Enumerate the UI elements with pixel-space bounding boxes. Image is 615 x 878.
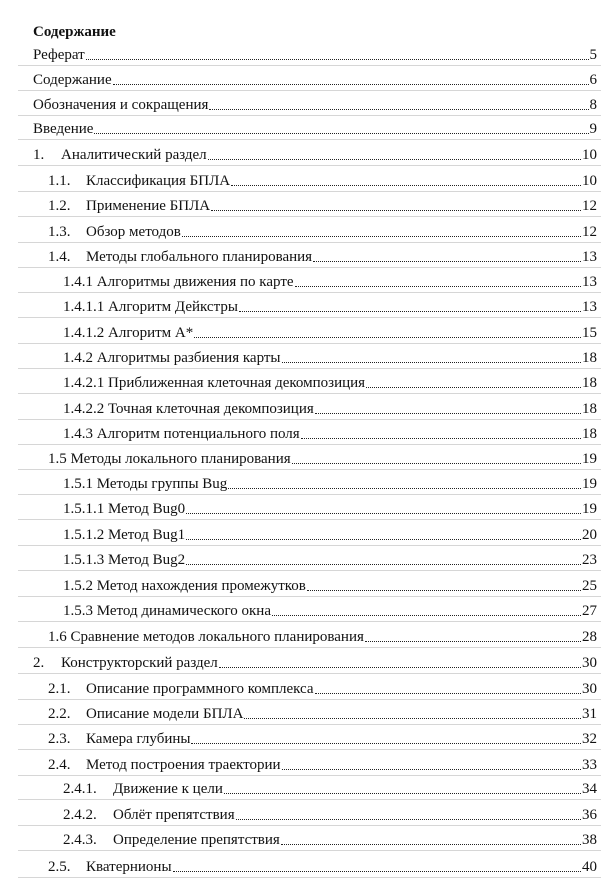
row-divider: [18, 825, 601, 826]
dot-leader: [244, 718, 581, 719]
dot-leader: [224, 793, 581, 794]
dot-leader: [113, 84, 589, 85]
dot-leader: [182, 236, 581, 237]
toc-entry-label: 1.6 Сравнение методов локального планирования: [48, 629, 364, 645]
toc-entry-label: 1.4.2.2 Точная клеточная декомпозиция: [63, 401, 314, 417]
toc-entry-number: 2.3.: [48, 731, 71, 747]
dot-leader: [301, 438, 581, 439]
toc-entry-number: 1.2.: [48, 198, 71, 214]
toc-entry-number: 2.4.1.: [63, 781, 97, 797]
dot-leader: [231, 185, 581, 186]
toc-entry-label: 1.5.1 Методы группы Bug: [63, 476, 228, 492]
toc-entry[interactable]: [0, 345, 615, 367]
toc-entry-page: 8: [589, 97, 597, 113]
row-divider: [18, 393, 601, 394]
row-divider: [18, 596, 601, 597]
toc-entry-page: 19: [582, 501, 597, 517]
toc-entry-label: 1.5 Методы локального планирования: [48, 451, 291, 467]
toc-entry-number: 1.4.: [48, 249, 71, 265]
dot-leader: [307, 590, 581, 591]
toc-entry-label: 1.4.1.2 Алгоритм А*: [63, 325, 194, 341]
toc-entry-label: 1.4.1.1 Алгоритм Дейкстры: [63, 299, 238, 315]
dot-leader: [208, 159, 581, 160]
dot-leader: [191, 743, 581, 744]
toc-entry-page: 13: [582, 249, 597, 265]
toc-entry-number: 1.: [33, 147, 45, 163]
toc-entry-label: 1.5.1.2 Метод Bug1: [63, 527, 186, 543]
toc-entry-label: Метод построения траектории: [86, 757, 281, 773]
toc-entry-label: Кватернионы: [86, 859, 172, 875]
toc-entry-page: 25: [582, 578, 597, 594]
toc-entry-page: 27: [582, 603, 597, 619]
toc-entry[interactable]: [0, 168, 615, 190]
toc-entry-page: 13: [582, 299, 597, 315]
toc-entry-page: 10: [582, 147, 597, 163]
toc-entry-label: 1.5.1.3 Метод Bug2: [63, 552, 186, 568]
dot-leader: [209, 109, 588, 110]
toc-entry-label: Применение БПЛА: [86, 198, 211, 214]
toc-entry-label: Камера глубины: [86, 731, 191, 747]
row-divider: [18, 139, 601, 140]
toc-entry-page: 12: [582, 198, 597, 214]
toc-entry-page: 18: [582, 350, 597, 366]
toc-entry-label: 1.4.1 Алгоритмы движения по карте: [63, 274, 294, 290]
toc-entry-page: 31: [582, 706, 597, 722]
dot-leader: [281, 844, 581, 845]
toc-entry[interactable]: [0, 827, 615, 849]
toc-entry-label: Обозначения и сокращения: [33, 97, 209, 113]
toc-entry-page: 19: [582, 451, 597, 467]
toc-entry[interactable]: [0, 752, 615, 774]
toc-entry[interactable]: [0, 421, 615, 443]
row-divider: [18, 850, 601, 851]
toc-entry-number: 2.5.: [48, 859, 71, 875]
toc-entry-label: Введение: [33, 121, 94, 137]
row-divider: [18, 469, 601, 470]
row-divider: [18, 621, 601, 622]
toc-entry[interactable]: [0, 320, 615, 342]
toc-entry[interactable]: [0, 396, 615, 418]
toc-entry[interactable]: [0, 294, 615, 316]
toc-entry[interactable]: [0, 522, 615, 544]
row-divider: [18, 647, 601, 648]
toc-entry-page: 6: [589, 72, 597, 88]
toc-entry[interactable]: [0, 776, 615, 798]
toc-entry-page: 23: [582, 552, 597, 568]
toc-entry-page: 32: [582, 731, 597, 747]
row-divider: [18, 216, 601, 217]
toc-entry-page: 18: [582, 375, 597, 391]
toc-entry-label: Облёт препятствия: [113, 807, 235, 823]
row-divider: [18, 799, 601, 800]
toc-entry[interactable]: [0, 446, 615, 468]
toc-entry[interactable]: [0, 471, 615, 493]
toc-entry[interactable]: [0, 42, 615, 64]
toc-entry-label: Описание модели БПЛА: [86, 706, 244, 722]
toc-entry[interactable]: [0, 624, 615, 646]
toc-entry-number: 1.3.: [48, 224, 71, 240]
row-divider: [18, 419, 601, 420]
row-divider: [18, 749, 601, 750]
dot-leader: [239, 311, 581, 312]
toc-entry[interactable]: [0, 802, 615, 824]
toc-entry-label: Обзор методов: [86, 224, 181, 240]
dot-leader: [86, 59, 589, 60]
dot-leader: [228, 488, 581, 489]
toc-entry[interactable]: [0, 193, 615, 215]
dot-leader: [186, 513, 581, 514]
toc-entry-page: 18: [582, 426, 597, 442]
dot-leader: [173, 871, 581, 872]
toc-entry-number: 2.4.3.: [63, 832, 97, 848]
dot-leader: [194, 337, 581, 338]
row-divider: [18, 65, 601, 66]
toc-entry-label: 1.5.2 Метод нахождения промежутков: [63, 578, 306, 594]
toc-entry[interactable]: [0, 92, 615, 114]
toc-entry-page: 33: [582, 757, 597, 773]
toc-entry-label: Содержание: [33, 72, 112, 88]
toc-entry-number: 2.1.: [48, 681, 71, 697]
row-divider: [18, 317, 601, 318]
toc-entry[interactable]: [0, 142, 615, 164]
toc-entry[interactable]: [0, 573, 615, 595]
row-divider: [18, 242, 601, 243]
row-divider: [18, 90, 601, 91]
dot-leader: [315, 693, 581, 694]
dot-leader: [186, 539, 581, 540]
toc-entry[interactable]: [0, 219, 615, 241]
dot-leader: [211, 210, 581, 211]
toc-entry[interactable]: [0, 496, 615, 518]
row-divider: [18, 519, 601, 520]
dot-leader: [365, 641, 581, 642]
toc-entry[interactable]: [0, 116, 615, 138]
toc-entry-number: 1.1.: [48, 173, 71, 189]
toc-entry[interactable]: [0, 676, 615, 698]
row-divider: [18, 699, 601, 700]
row-divider: [18, 545, 601, 546]
toc-entry-page: 10: [582, 173, 597, 189]
toc-entry-number: 2.: [33, 655, 45, 671]
toc-entry-page: 18: [582, 401, 597, 417]
toc-entry[interactable]: [0, 726, 615, 748]
toc-entry[interactable]: [0, 547, 615, 569]
row-divider: [18, 267, 601, 268]
row-divider: [18, 494, 601, 495]
dot-leader: [236, 819, 581, 820]
dot-leader: [186, 564, 581, 565]
toc-entry-label: Конструкторский раздел: [61, 655, 218, 671]
toc-entry[interactable]: [0, 650, 615, 672]
dot-leader: [282, 362, 581, 363]
toc-entry-label: Движение к цели: [113, 781, 223, 797]
toc-entry-number: 2.4.: [48, 757, 71, 773]
row-divider: [18, 292, 601, 293]
toc-entry-page: 13: [582, 274, 597, 290]
toc-entry[interactable]: [0, 370, 615, 392]
dot-leader: [313, 261, 581, 262]
toc-entry-label: Описание программного комплекса: [86, 681, 314, 697]
toc-entry[interactable]: [0, 854, 615, 876]
toc-entry-label: 1.5.3 Метод динамического окна: [63, 603, 271, 619]
dot-leader: [94, 133, 588, 134]
toc-entry-page: 12: [582, 224, 597, 240]
toc-entry[interactable]: [0, 269, 615, 291]
toc-entry-label: 1.4.3 Алгоритм потенциального поля: [63, 426, 300, 442]
toc-title: Содержание: [33, 24, 116, 40]
dot-leader: [282, 769, 581, 770]
row-divider: [18, 343, 601, 344]
toc-entry-number: 2.2.: [48, 706, 71, 722]
toc-entry-page: 28: [582, 629, 597, 645]
dot-leader: [219, 667, 581, 668]
row-divider: [18, 570, 601, 571]
row-divider: [18, 368, 601, 369]
toc-entry-label: 1.5.1.1 Метод Bug0: [63, 501, 186, 517]
toc-entry-page: 20: [582, 527, 597, 543]
dot-leader: [295, 286, 581, 287]
toc-entry-page: 19: [582, 476, 597, 492]
row-divider: [18, 673, 601, 674]
toc-entry[interactable]: [0, 244, 615, 266]
toc-entry-page: 30: [582, 655, 597, 671]
row-divider: [18, 191, 601, 192]
dot-leader: [272, 615, 581, 616]
dot-leader: [315, 413, 581, 414]
toc-entry-page: 38: [582, 832, 597, 848]
toc-entry-label: 1.4.2 Алгоритмы разбиения карты: [63, 350, 281, 366]
toc-entry-page: 36: [582, 807, 597, 823]
toc-entry-label: Определение препятствия: [113, 832, 280, 848]
toc-entry-page: 9: [589, 121, 597, 137]
toc-entry-page: 30: [582, 681, 597, 697]
toc-entry-page: 5: [589, 47, 597, 63]
toc-entry-label: Аналитический раздел: [61, 147, 207, 163]
toc-entry-number: 2.4.2.: [63, 807, 97, 823]
dot-leader: [292, 463, 581, 464]
row-divider: [18, 165, 601, 166]
toc-entry-label: Методы глобального планирования: [86, 249, 313, 265]
toc-entry-page: 40: [582, 859, 597, 875]
dot-leader: [366, 387, 581, 388]
toc-entry-label: Классификация БПЛА: [86, 173, 231, 189]
row-divider: [18, 724, 601, 725]
toc-entry-page: 15: [582, 325, 597, 341]
row-divider: [18, 444, 601, 445]
toc-entry-page: 34: [582, 781, 597, 797]
toc-entry[interactable]: [0, 67, 615, 89]
toc-entry-label: 1.4.2.1 Приближенная клеточная декомпозиция: [63, 375, 366, 391]
toc-entry[interactable]: [0, 598, 615, 620]
toc-entry-label: Реферат: [33, 47, 85, 63]
toc-entry[interactable]: [0, 701, 615, 723]
